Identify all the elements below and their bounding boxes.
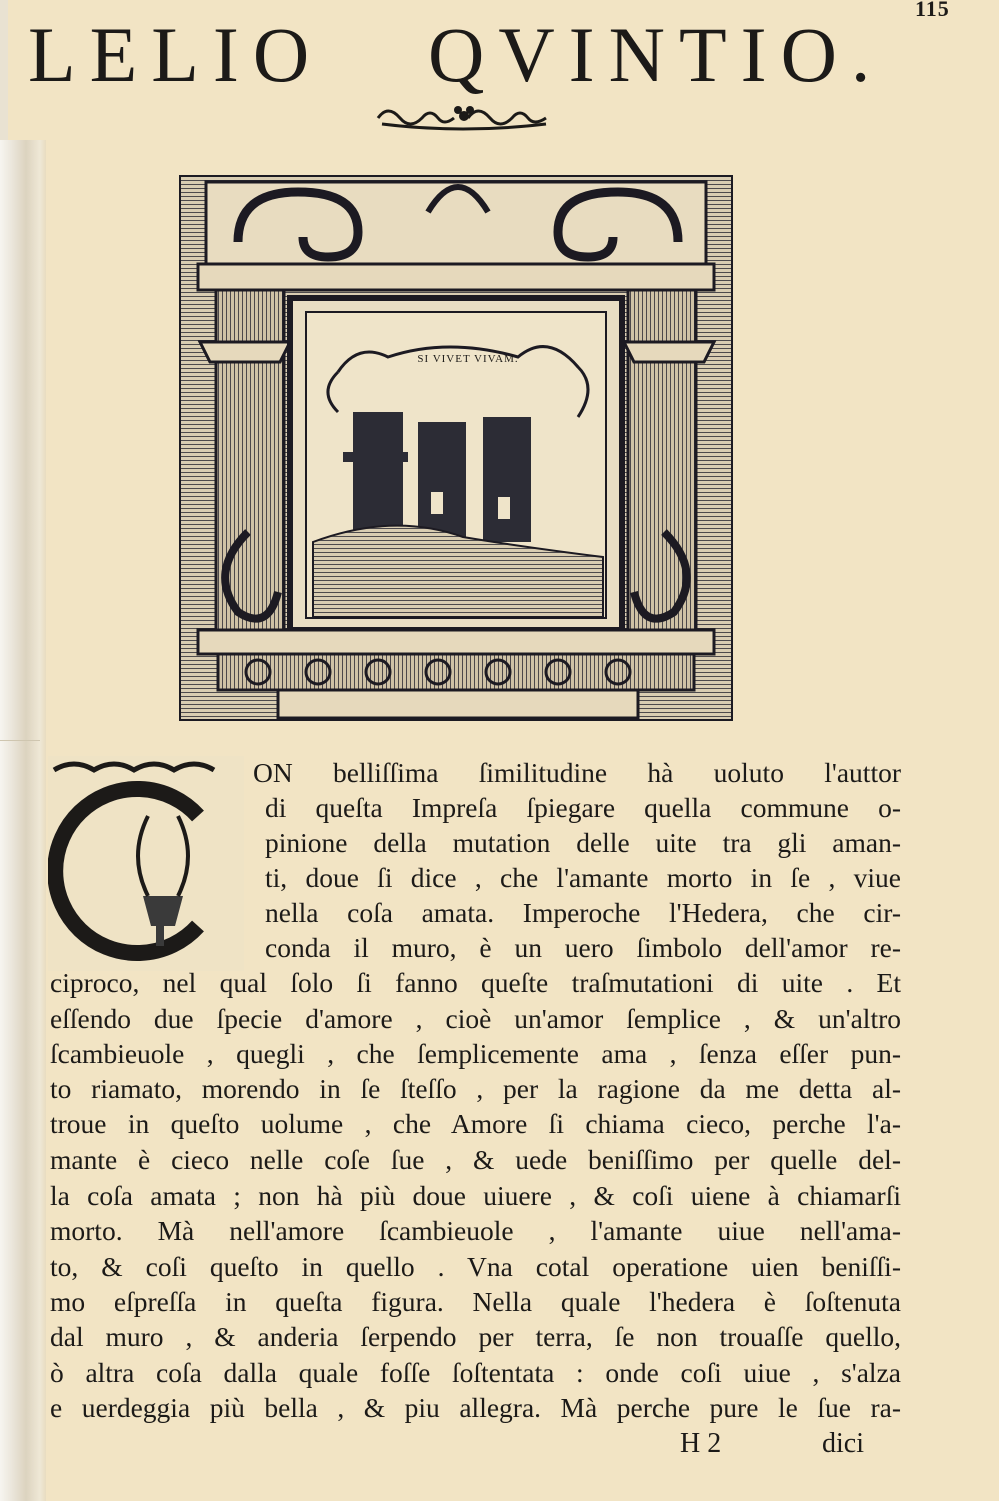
text-line: ciproco, nel qual ſolo ſi fanno queſte traſmutationi di uite . Et [50, 967, 901, 998]
text-line: ſcambieuole , quegli , che ſemplicemente ama , ſenza eſſer pun- [50, 1038, 901, 1069]
text-line: ti, doue ſi dice , che l'amante morto in ſe , viue [265, 862, 901, 893]
text-line: conda il muro, è un uero ſimbolo dell'amor re- [265, 932, 901, 963]
text-line: troue in queſto uolume , che Amore ſi chiama cieco, perche l'a- [50, 1108, 901, 1139]
running-head [28, 10, 908, 100]
scan-edge-top [0, 0, 8, 140]
text-line: dal muro , & anderia ſerpendo per terra, ſe non trouaſſe quello, [50, 1321, 901, 1352]
text-line: ON belliſſima ſimilitudine hà uoluto l'auttor [253, 757, 901, 788]
text-line: pinione della mutation delle uite tra gli aman- [265, 827, 901, 858]
text-line: to, & coſi queſto in quello . Vna cotal operatione uien beniſſi- [50, 1251, 901, 1282]
emblem-woodcut [178, 152, 738, 722]
text-line: nella coſa amata. Imperoche l'Hedera, che cir- [265, 897, 901, 928]
scan-edge-left [0, 140, 46, 1501]
text-line: morto. Mà nell'amore ſcambieuole , l'amante uiue nell'ama- [50, 1215, 901, 1246]
text-line: mante è cieco nelle coſe ſue , & uede beniſſimo per quelle del- [50, 1144, 901, 1175]
catchword: dici [822, 1428, 864, 1459]
signature-mark: H 2 [680, 1428, 722, 1459]
text-line: to riamato, morendo in ſe ſteſſo , per la ragione da me detta al- [50, 1073, 901, 1104]
text-line: e uerdeggia più bella , & piu allegra. Mà perche pure le ſue ra- [50, 1392, 901, 1423]
page-number: 115 [915, 0, 950, 21]
text-line: eſſendo due ſpecie d'amore , cioè un'amor ſemplice , & un'altro [50, 1003, 901, 1034]
text-line: la coſa amata ; non hà più doue uiuere , & coſi uiene à chiamarſi [50, 1180, 901, 1211]
scan-edge-divider [0, 740, 40, 741]
historiated-initial [48, 756, 244, 971]
text-line: mo eſpreſſa in queſta figura. Nella quale l'hedera è ſoſtenuta [50, 1286, 901, 1317]
running-head-author-last: QVINTIO. [428, 11, 885, 98]
emblem-motto: SI VIVET VIVAM. [417, 353, 519, 365]
fleuron-ornament [372, 100, 556, 134]
text-line: di queſta Impreſa ſpiegare quella commune o- [265, 792, 901, 823]
text-line: ò altra coſa dalla quale foſſe ſoſtentata : onde coſi uiue , s'alza [50, 1357, 901, 1388]
running-head-author-first: LELIO [28, 11, 324, 98]
